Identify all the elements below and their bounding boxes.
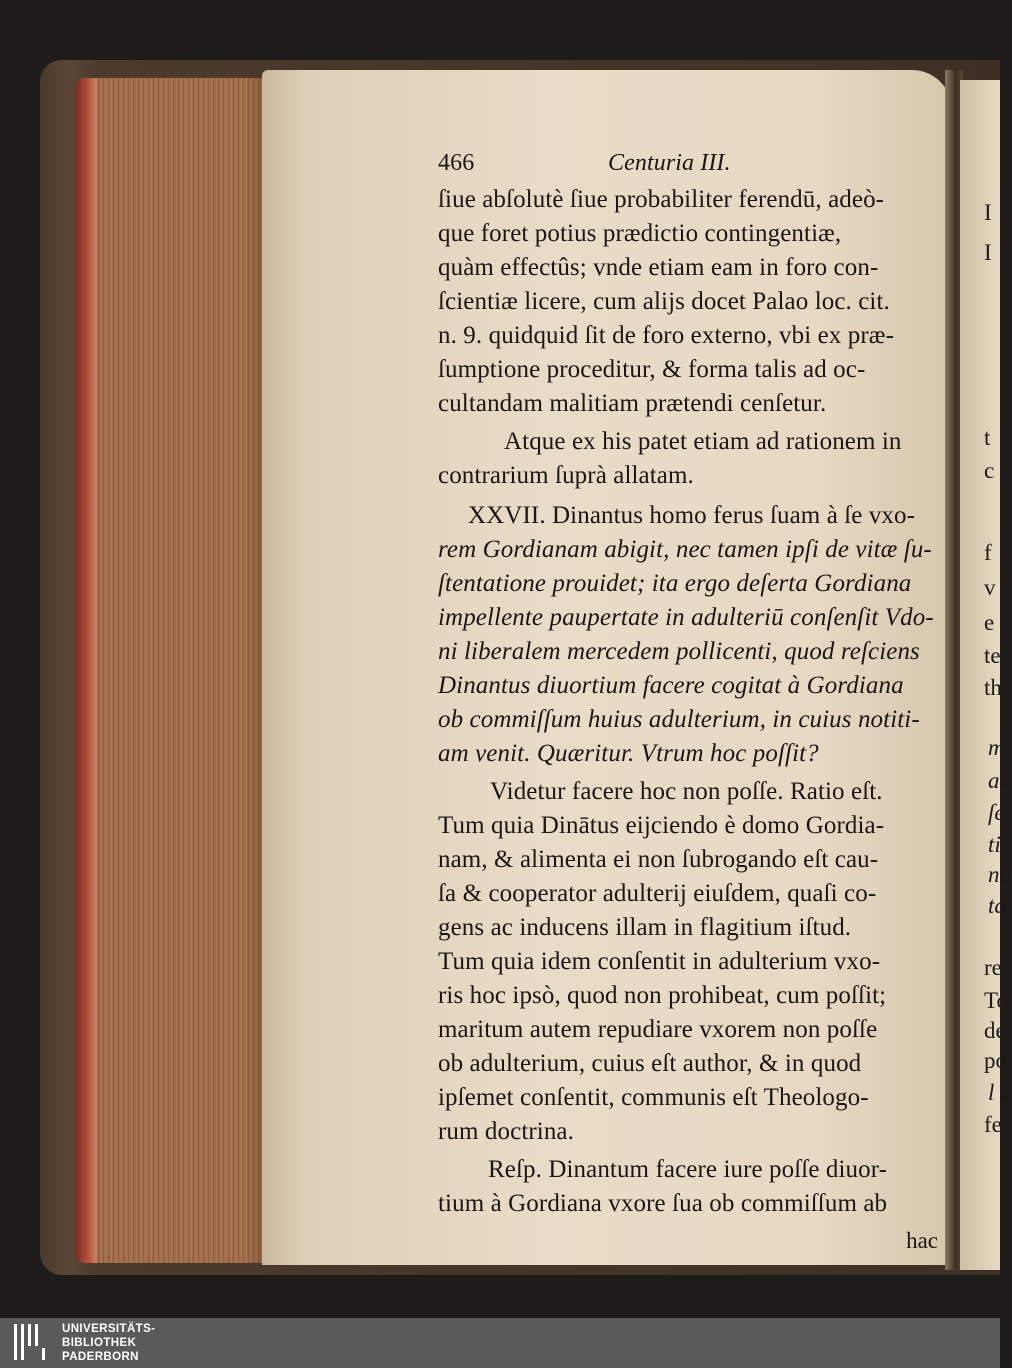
facing-fragment: fe [984,1112,1002,1137]
text-line: ſcientiæ licere, cum alijs docet Palao loc. cit. [438,288,890,315]
library-name-line: PADERBORN [62,1351,139,1363]
facing-fragment: v [984,575,996,600]
running-head: Centuria III. [608,150,731,176]
text-line: Videtur facere hoc non poſſe. Ratio eſt. [490,778,883,805]
facing-fragment: ti [988,832,1001,857]
facing-fragment: re [984,955,1002,980]
text-line: quàm effectûs; vnde etiam eam in foro con- [438,254,879,281]
page-edges [75,78,275,1263]
library-name-line: BIBLIOTHEK [62,1337,137,1349]
text-line: que foret potius prædictio contingentiæ, [438,220,842,247]
facing-fragment: no [988,862,1011,887]
facing-fragment: de [984,1018,1006,1043]
text-line: contrarium ſuprà allatam. [438,462,694,489]
text-line: ſtentatione prouidet; ita ergo deſerta Gordiana [438,570,912,597]
facing-fragment: c [984,458,995,483]
text-line: am venit. Quæritur. Vtrum hoc poſſit? [438,740,819,767]
facing-fragment: ta [988,893,1006,918]
text-line: rum doctrina. [438,1118,574,1145]
facing-fragment: To [984,988,1008,1013]
catchword: hac [906,1228,938,1253]
text-line: Atque ex his patet etiam ad rationem in [504,428,902,455]
text-line: ſumptione proceditur, & forma talis ad oc- [438,356,866,383]
text-line: Reſp. Dinantum facere iure poſſe diuor- [488,1156,888,1183]
page-number: 466 [438,150,475,176]
text-line: gens ac inducens illam in flagitium iſtud. [438,914,852,941]
text-line: ſa & cooperator adulterij eiuſdem, quaſi co- [438,880,877,907]
text-line: ob adulterium, cuius eſt author, & in quod [438,1050,862,1077]
text-line: XXVII. Dinantus homo ferus ſuam à ſe vxo- [468,502,916,529]
facing-page-text [962,0,1012,1318]
facing-fragment: te [984,643,1001,668]
facing-fragment: e [984,610,995,635]
text-line: Tum quia idem conſentit in adulterium vxo- [438,948,881,975]
library-name-line: UNIVERSITÄTS- [62,1323,156,1335]
facing-fragment: po [984,1048,1007,1073]
library-footer-bar [0,1318,1000,1368]
text-line: ſiue abſolutè ſiue probabiliter ferendū, adeò- [438,186,885,213]
text-line: nam, & alimenta ei non ſubrogando eſt cau- [438,846,879,873]
library-logo-icon [14,1324,52,1362]
text-line: ni liberalem mercedem pollicenti, quod reſciens [438,638,920,665]
facing-fragment: ac [988,768,1010,793]
red-edge [75,78,97,1263]
text-line: n. 9. quidquid ſit de foro externo, vbi ex præ- [438,322,895,349]
text-line: cultandam malitiam prætendi cenſetur. [438,390,827,417]
facing-fragment: t [984,425,991,450]
text-line: ris hoc ipsò, quod non prohibeat, cum poſſit; [438,982,887,1009]
text-line: tium à Gordiana vxore ſua ob commiſſum ab [438,1190,888,1217]
facing-fragment: l 2 [988,1080,1012,1105]
text-line: ob commiſſum huius adulterium, in cuius notiti- [438,706,920,733]
text-line: Dinantus diuortium facere cogitat à Gordiana [438,672,904,699]
text-line: maritum autem repudiare vxorem non poſſe [438,1016,878,1043]
text-line: Tum quia Dinātus eijciendo è domo Gordia- [438,812,885,839]
facing-fragment: ſe [988,800,1005,825]
facing-fragment: th [984,675,1002,700]
library-name [62,1322,155,1364]
text-line: rem Gordianam abigit, nec tamen ipſi de vitæ ſu- [438,536,932,563]
facing-fragment: f [984,540,992,565]
facing-fragment: I [984,240,992,265]
facing-fragment: m [988,735,1005,760]
text-line: ipſemet conſentit, communis eſt Theologo- [438,1084,869,1111]
facing-fragment: I [984,200,992,225]
text-line: impellente paupertate in adulteriū conſenſit Vdo- [438,604,934,631]
